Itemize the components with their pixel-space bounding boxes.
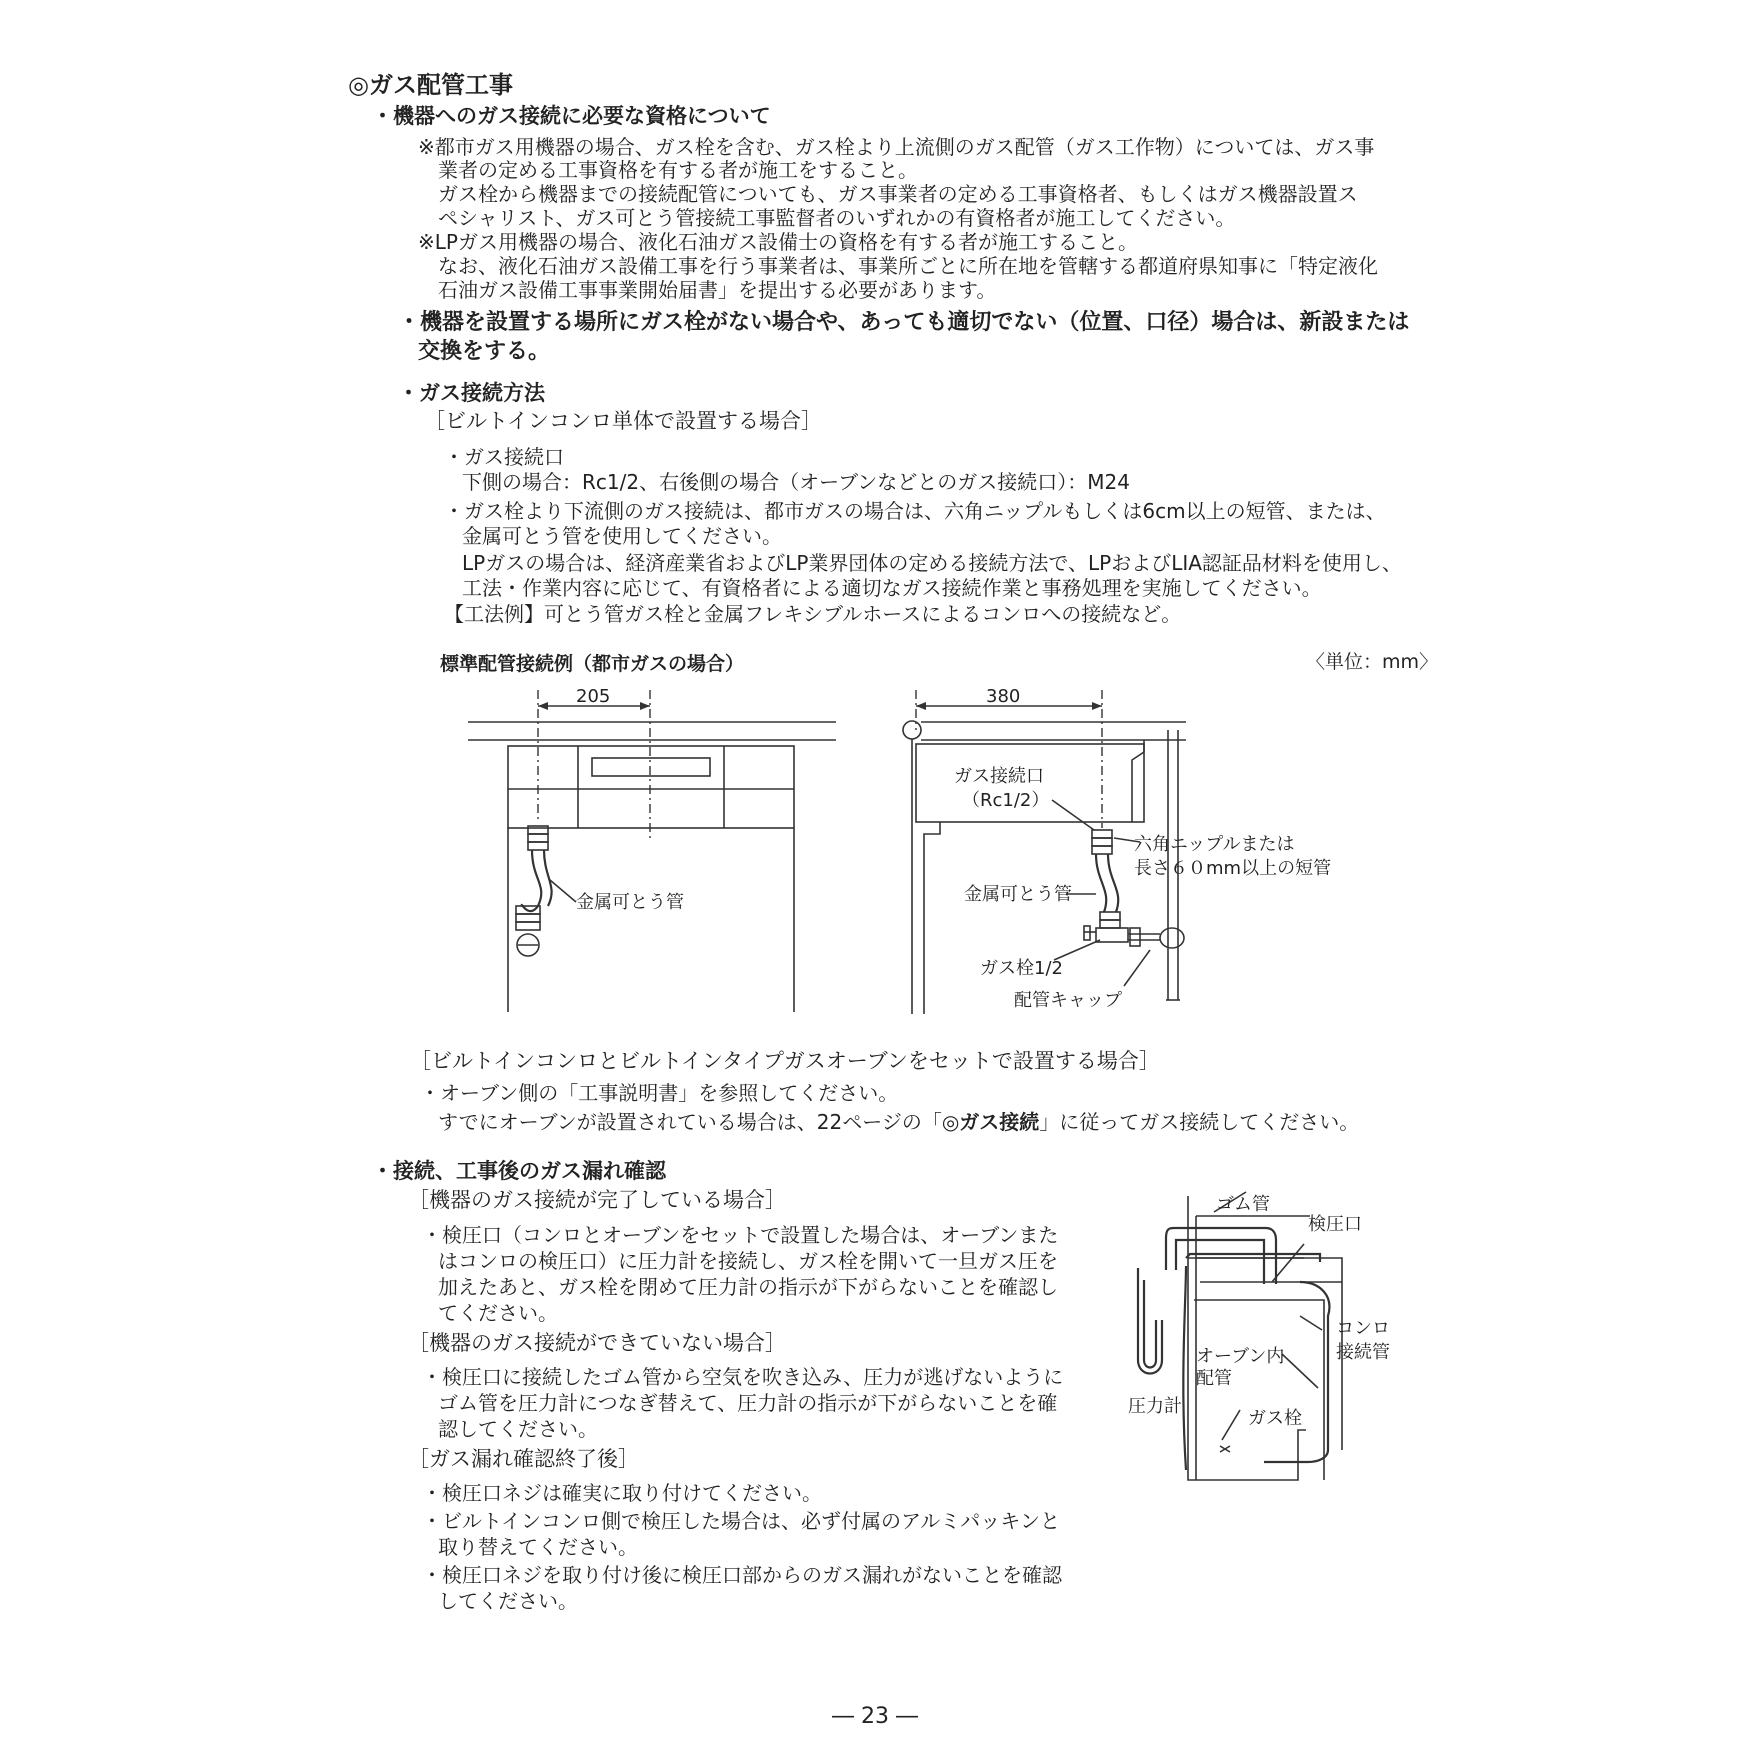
case-done-heading: ［機器のガス接続が完了している場合］ (408, 1188, 786, 1212)
qual-line: ペシャリスト、ガス可とう管接続工事監督者のいずれかの有資格者が施工してください。 (438, 206, 1236, 230)
label-flex-pipe-right: 金属可とう管 (964, 884, 1072, 905)
unit-label: 〈単位：mm〉 (1306, 651, 1439, 673)
section-heading-qualification: ・機器へのガス接続に必要な資格について (372, 104, 771, 128)
section-heading-leak: ・接続、工事後のガス漏れ確認 (372, 1159, 666, 1183)
label-connector-line1: コンロ (1336, 1318, 1390, 1339)
method-line: LPガスの場合は、経済産業省およびLP業界団体の定める接続方法で、LPおよびLIA認証品材料を使用し、 (462, 551, 1402, 575)
after-line: ・ビルトインコンロ側で検圧した場合は、必ず付属のアルミパッキンと (422, 1509, 1060, 1533)
label-gas-valve-2: ガス栓 (1248, 1408, 1302, 1429)
section-new-install-line: ・機器を設置する場所にガス栓がない場合や、あっても適切でない（位置、口径）場合は、新設または (398, 310, 1410, 335)
done-line: てください。 (438, 1301, 558, 1325)
done-line: はコンロの検圧口）に圧力計を接続し、ガス栓を開いて一旦ガス圧を (438, 1249, 1058, 1273)
case-not-heading: ［機器のガス接続ができていない場合］ (408, 1331, 786, 1355)
label-oven-pipe-line2: 配管 (1196, 1368, 1232, 1389)
label-pressure-port: 検圧口 (1308, 1214, 1362, 1235)
case-oven-heading: ［ビルトインコンロとビルトインタイプガスオーブンをセットで設置する場合］ (410, 1049, 1160, 1073)
after-line: ・検圧口ネジは確実に取り付けてください。 (422, 1481, 822, 1505)
label-pressure-gauge: 圧力計 (1128, 1396, 1182, 1417)
label-gas-valve: ガス栓1/2 (980, 958, 1063, 979)
not-line: 認してください。 (438, 1417, 598, 1441)
qual-line: 業者の定める工事資格を有する者が施工をすること。 (438, 158, 918, 182)
oven-line-pre: すでにオーブンが設置されている場合は、22ページの「 (438, 1110, 942, 1134)
page-title: ◎ガス配管工事 (348, 71, 513, 99)
done-line: 加えたあと、ガス栓を閉めて圧力計の指示が下がらないことを確認し (438, 1275, 1058, 1299)
qual-line: なお、液化石油ガス設備工事を行う事業者は、事業所ごとに所在地を管轄する都道府県知事に「特定液化 (438, 254, 1378, 278)
diagram-caption: 標準配管接続例（都市ガスの場合） (440, 653, 745, 675)
oven-line-post: 」に従ってガス接続してください。 (1039, 1110, 1360, 1134)
done-line: ・検圧口（コンロとオーブンをセットで設置した場合は、オーブンまた (422, 1223, 1059, 1247)
section-heading-method: ・ガス接続方法 (398, 381, 545, 405)
label-nipple-line2: 長さ６０mm以上の短管 (1134, 858, 1332, 879)
method-example: 【工法例】可とう管ガス栓と金属フレキシブルホースによるコンロへの接続など。 (444, 602, 1182, 626)
method-line: 下側の場合：Rc1/2、右後側の場合（オーブンなどとのガス接続口）：M24 (462, 470, 1130, 494)
qual-line: ※都市ガス用機器の場合、ガス栓を含む、ガス栓より上流側のガス配管（ガス工作物）については、ガス事 (418, 135, 1375, 159)
label-pipe-cap: 配管キャップ (1014, 990, 1122, 1011)
after-line: 取り替えてください。 (438, 1535, 638, 1559)
after-line: ・検圧口ネジを取り付け後に検圧口部からのガス漏れがないことを確認 (422, 1563, 1062, 1587)
label-connector-line2: 接続管 (1336, 1342, 1390, 1363)
case-single-heading: ［ビルトインコンロ単体で設置する場合］ (424, 409, 822, 433)
dim-label-left: 205 (576, 686, 611, 707)
oven-line-ref: ◎ガス接続 (941, 1110, 1040, 1134)
label-gas-port: ガス接続口 (954, 766, 1044, 787)
section-new-install-line: 交換をする。 (418, 339, 551, 364)
label-rubber-hose: ゴム管 (1216, 1194, 1270, 1215)
page-number: ― 23 ― (832, 1704, 918, 1729)
not-line: ・検圧口に接続したゴム管から空気を吹き込み、圧力が逃げないように (422, 1365, 1064, 1389)
oven-line: ・オーブン側の「工事説明書」を参照してください。 (420, 1081, 899, 1105)
qual-line: ※LPガス用機器の場合、液化石油ガス設備士の資格を有する者が施工すること。 (418, 230, 1138, 254)
label-nipple-line1: 六角ニップルまたは (1134, 834, 1295, 855)
case-after-heading: ［ガス漏れ確認終了後］ (408, 1447, 639, 1471)
dim-label-right: 380 (986, 686, 1021, 707)
method-line: 金属可とう管を使用してください。 (462, 524, 782, 548)
after-line: してください。 (438, 1589, 578, 1613)
label-oven-pipe-line1: オーブン内 (1196, 1346, 1285, 1367)
not-line: ゴム管を圧力計につなぎ替えて、圧力計の指示が下がらないことを確 (438, 1391, 1058, 1415)
method-line: ・ガス接続口 (444, 445, 564, 469)
oven-line-2 (438, 1109, 1359, 1135)
method-line: ・ガス栓より下流側のガス接続は、都市ガスの場合は、六角ニップルもしくは6cm以上の短管、または、 (444, 499, 1386, 523)
qual-line: ガス栓から機器までの接続配管についても、ガス事業者の定める工事資格者、もしくはガス機器設置ス (438, 182, 1358, 206)
label-flex-pipe-left: 金属可とう管 (576, 892, 684, 913)
label-gas-port-spec: （Rc1/2） (962, 790, 1050, 811)
qual-line: 石油ガス設備工事事業開始届書」を提出する必要があります。 (438, 278, 997, 302)
method-line: 工法・作業内容に応じて、有資格者による適切なガス接続作業と事務処理を実施してください。 (462, 576, 1322, 600)
